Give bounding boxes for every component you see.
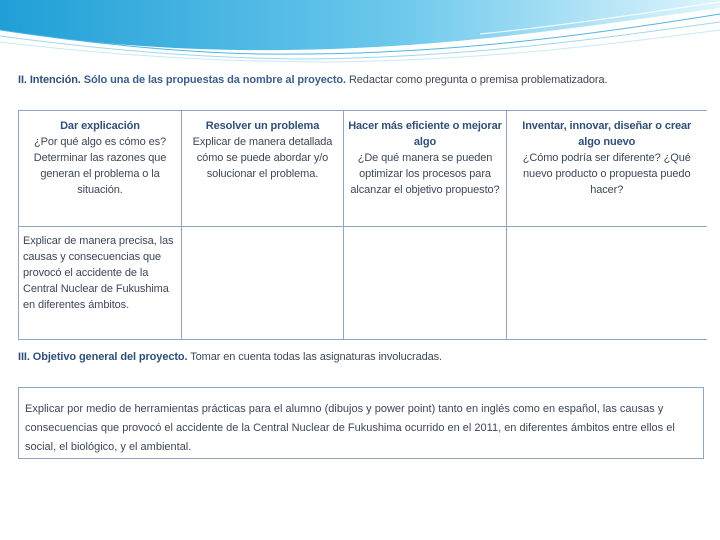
answer-cell-empty bbox=[344, 227, 507, 340]
option-title: Inventar, innovar, diseñar o crear algo nuevo bbox=[522, 120, 692, 148]
section-intencion-heading bbox=[18, 74, 607, 86]
option-cell-solve bbox=[182, 111, 344, 227]
section-intencion-emphasis: Sólo una de las propuestas da nombre al proyecto. bbox=[83, 74, 346, 86]
answer-cell-empty bbox=[507, 227, 707, 340]
section-objetivo-instruction: Tomar en cuenta todas las asignaturas involucradas. bbox=[190, 351, 442, 363]
option-title: Resolver un problema bbox=[205, 120, 320, 132]
table-answer-row bbox=[19, 227, 707, 340]
option-title: Hacer más eficiente o mejorar algo bbox=[348, 120, 502, 148]
option-description: ¿De qué manera se pueden optimizar los procesos para alcanzar el objetivo propuesto? bbox=[350, 152, 500, 196]
table-header-row bbox=[19, 111, 707, 227]
option-description: ¿Por qué algo es cómo es? Determinar las razones que generan el problema o la situación. bbox=[33, 136, 167, 196]
section-objetivo-label: III. Objetivo general del proyecto. bbox=[18, 351, 188, 363]
section-intencion-label: II. Intención. bbox=[18, 74, 81, 86]
answer-cell-empty bbox=[182, 227, 344, 340]
objective-box: Explicar por medio de herramientas prácticas para el alumno (dibujos y power point) tanto en inglés como en español, las causas y consecuencias que provocó el accidente de la Central Nuclear de Fukushima ocurrido en el 2011, en diferentes ámbitos entre ellos el social, el biológico, y el ambiental. bbox=[18, 387, 704, 459]
section-intencion-instruction: Redactar como pregunta o premisa problematizadora. bbox=[348, 74, 608, 86]
option-cell-improve bbox=[344, 111, 507, 227]
option-cell-explanation bbox=[19, 111, 182, 227]
option-title: Dar explicación bbox=[60, 120, 140, 132]
section-objetivo-heading bbox=[18, 351, 442, 363]
option-description: Explicar de manera detallada cómo se puede abordar y/o solucionar el problema. bbox=[192, 136, 333, 180]
option-cell-innovate bbox=[507, 111, 707, 227]
option-description: ¿Cómo podría ser diferente? ¿Qué nuevo producto o propuesta puedo hacer? bbox=[522, 152, 691, 196]
intention-table bbox=[18, 110, 707, 340]
answer-cell-explanation: Explicar de manera precisa, las causas y consecuencias que provocó el accidente de la Central Nuclear de Fukushima en diferentes ámbitos. bbox=[19, 227, 182, 340]
decorative-banner bbox=[0, 0, 720, 70]
